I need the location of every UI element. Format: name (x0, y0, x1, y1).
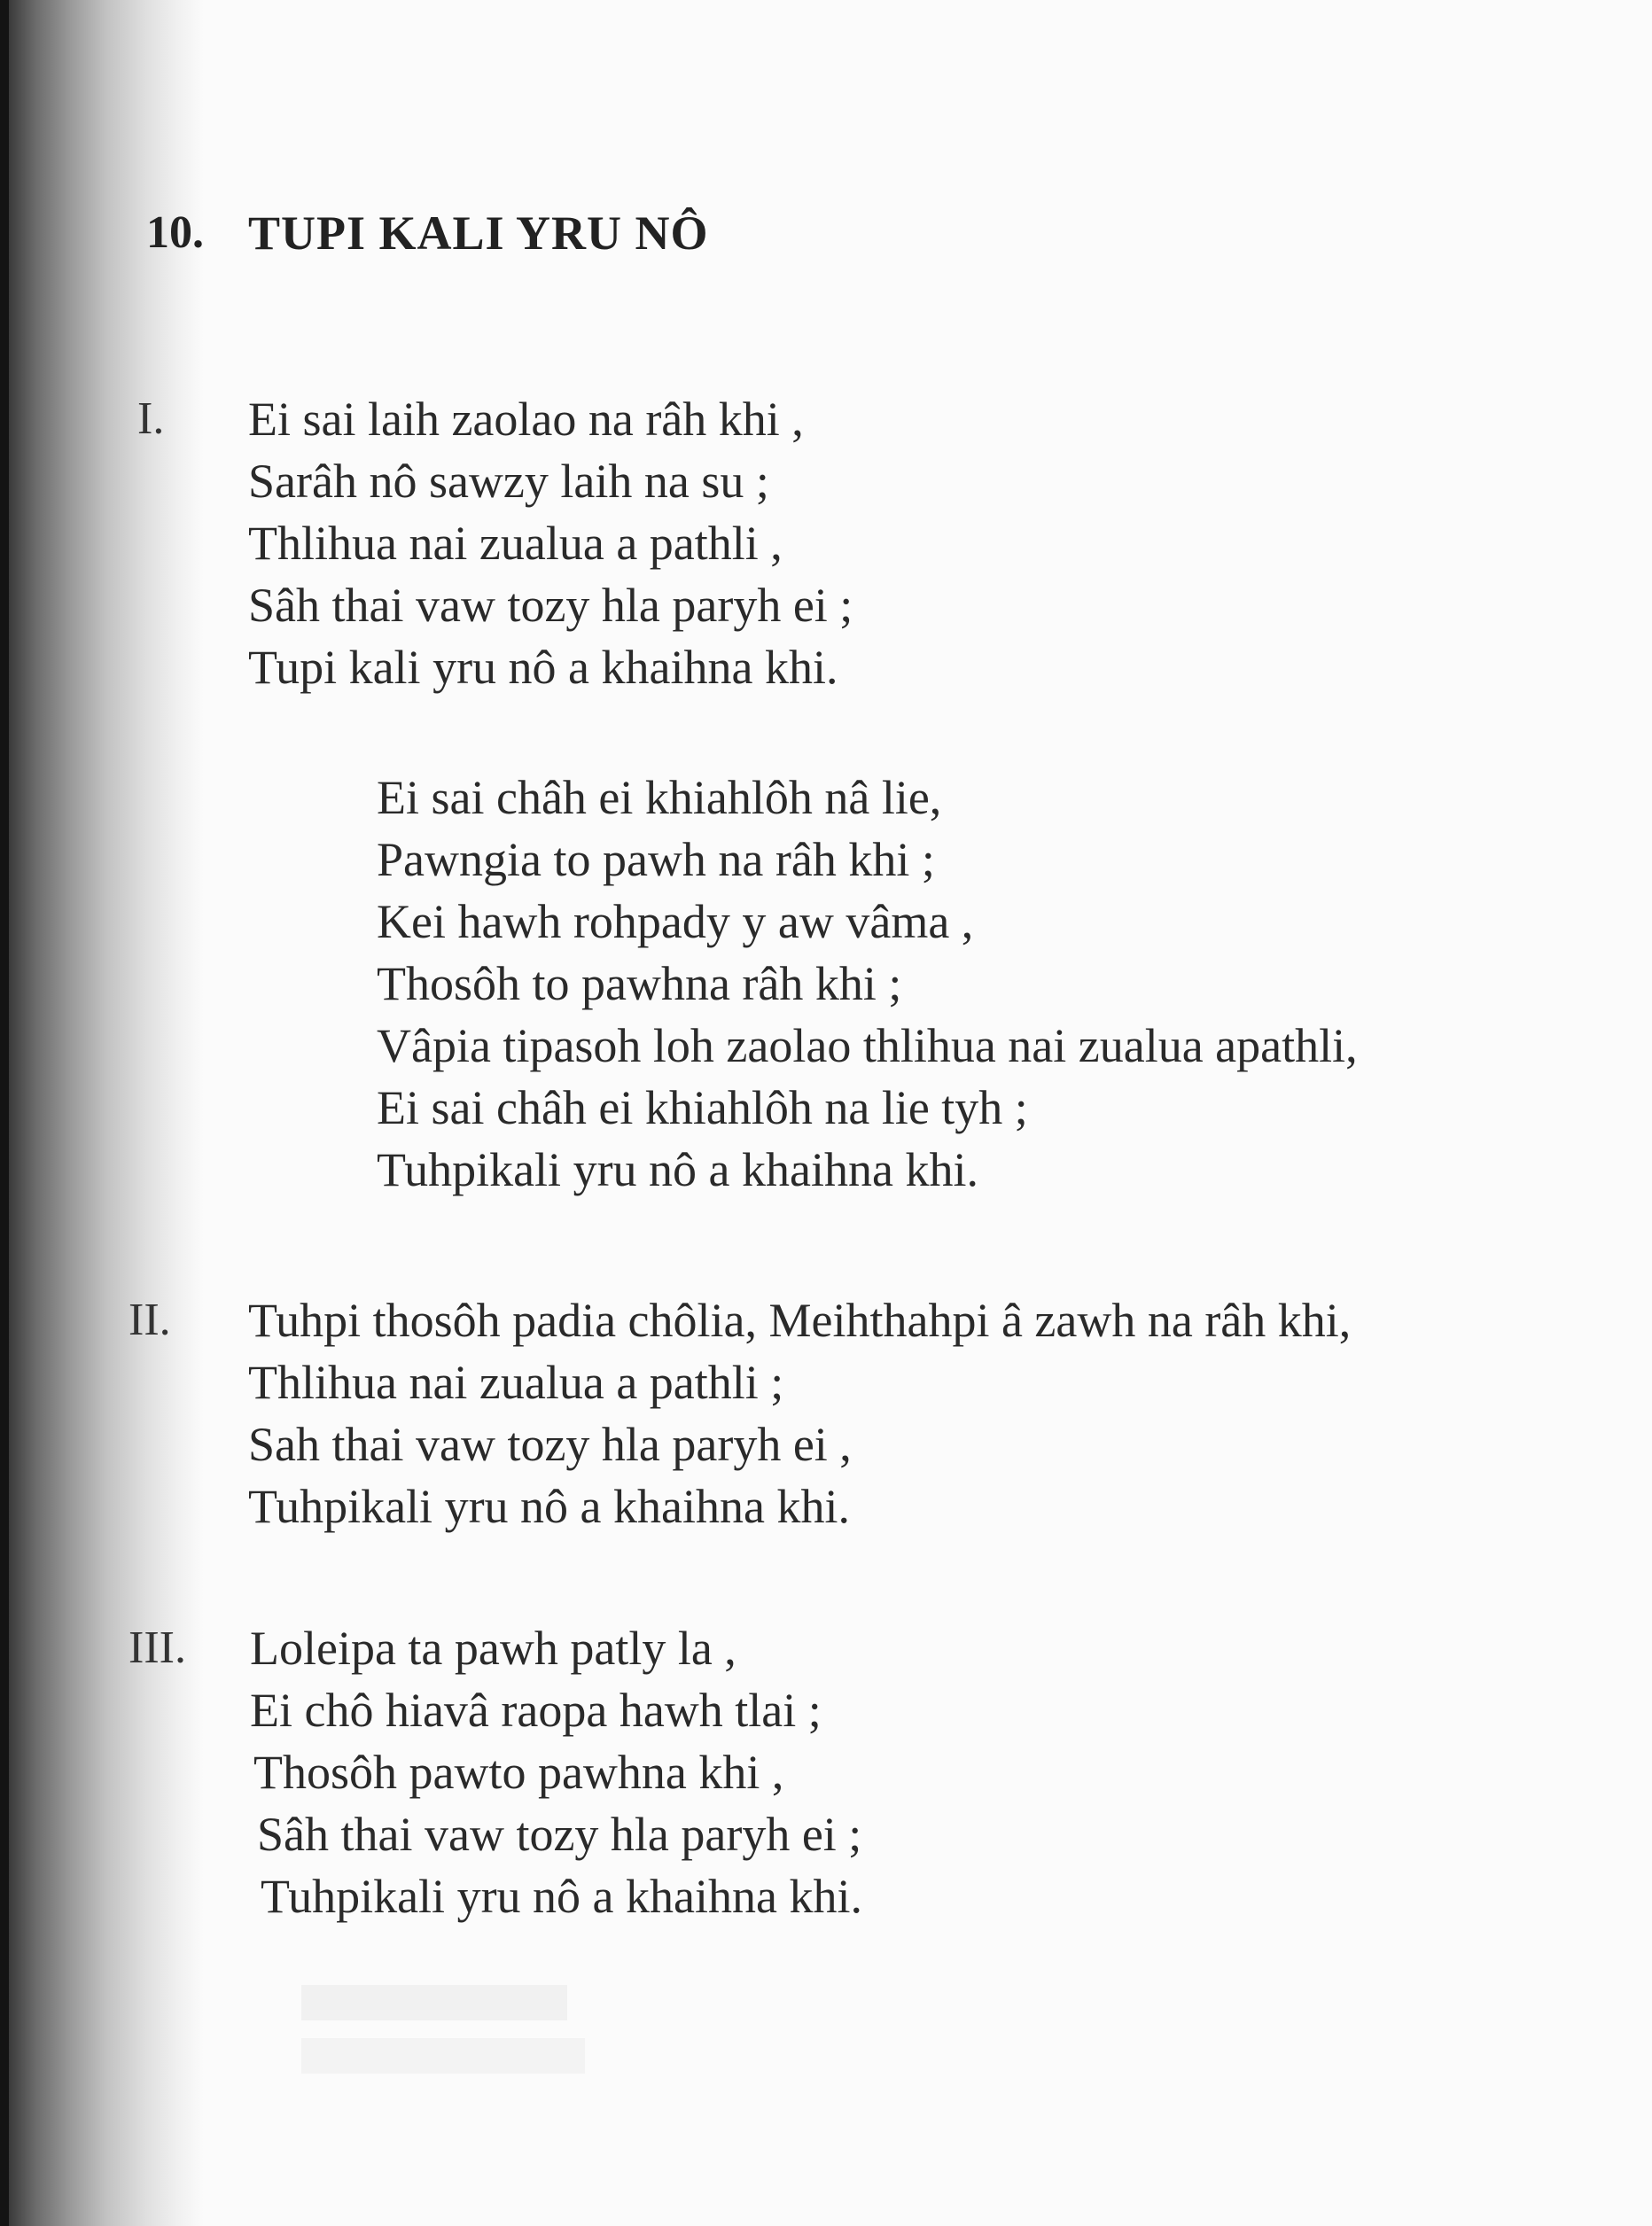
show-through-mark (301, 2038, 585, 2074)
stanza-label: III. (129, 1623, 186, 1673)
verse-line: Thosôh to pawhna râh khi ; (377, 957, 902, 1010)
song-number: 10. (146, 207, 204, 258)
show-through-mark (301, 1985, 567, 2020)
stanza-label: II. (129, 1295, 171, 1345)
stanza-label: I. (137, 393, 165, 444)
verse-line: Ei sai châh ei khiahlôh na lie tyh ; (377, 1081, 1028, 1134)
verse-line: Sâh thai vaw tozy hla paryh ei ; (248, 579, 853, 632)
page-title: TUPI KALI YRU NÔ (248, 206, 709, 260)
verse-line: Ei sai laih zaolao na râh khi , (248, 393, 804, 446)
verse-line: Pawngia to pawh na râh khi ; (377, 833, 935, 886)
verse-line: Loleipa ta pawh patly la , (250, 1622, 736, 1675)
verse-line: Sah thai vaw tozy hla paryh ei , (248, 1418, 852, 1471)
verse-line: Thosôh pawto pawhna khi , (253, 1746, 784, 1799)
verse-line: Ei sai châh ei khiahlôh nâ lie, (377, 771, 942, 824)
verse-line: Sâh thai vaw tozy hla paryh ei ; (257, 1808, 862, 1861)
verse-line: Tuhpi thosôh padia chôlia, Meihthahpi â zawh na râh khi, (248, 1294, 1352, 1347)
verse-line: Ei chô hiavâ raopa hawh tlai ; (250, 1684, 822, 1737)
page-spine-shadow (0, 0, 204, 2226)
page-spine-edge (0, 0, 9, 2226)
verse-line: Thlihua nai zualua a pathli ; (248, 1356, 784, 1409)
verse-line: Thlihua nai zualua a pathli , (248, 517, 783, 570)
verse-line: Vâpia tipasoh loh zaolao thlihua nai zualua apathli, (377, 1019, 1358, 1072)
chorus (377, 767, 1358, 1201)
verse-line: Kei hawh rohpady y aw vâma , (377, 895, 974, 948)
verse-line: Tuhpikali yru nô a khaihna khi. (261, 1870, 862, 1923)
verse-line: Sarâh nô sawzy laih na su ; (248, 455, 769, 508)
verse-line: Tuhpikali yru nô a khaihna khi. (377, 1143, 978, 1196)
verse-line: Tuhpikali yru nô a khaihna khi. (248, 1480, 850, 1533)
verse-line: Tupi kali yru nô a khaihna khi. (248, 641, 838, 694)
